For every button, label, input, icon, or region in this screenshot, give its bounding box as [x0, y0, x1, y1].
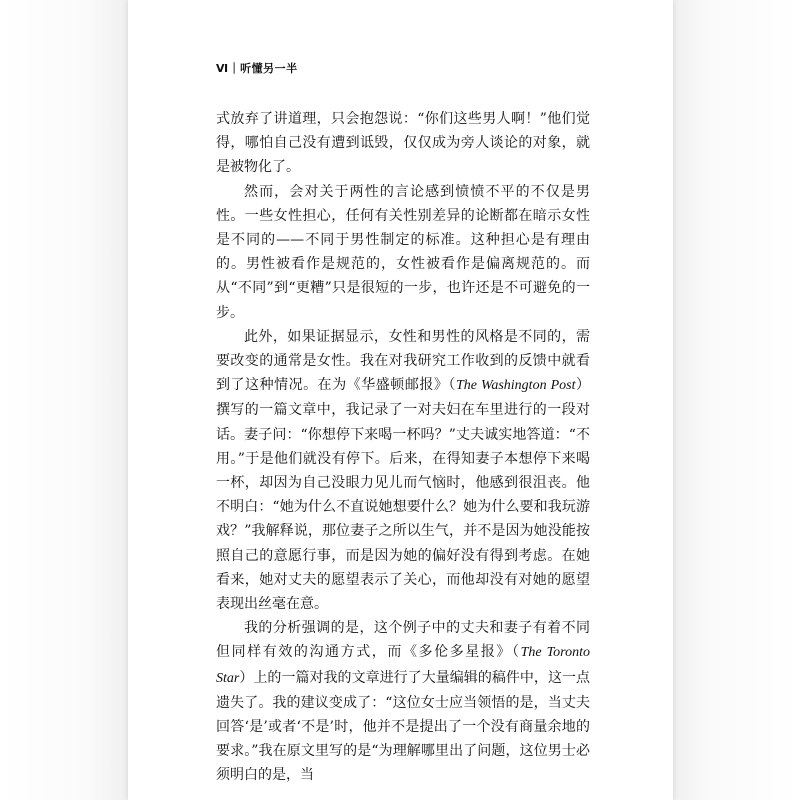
body-text [216, 107, 590, 788]
italic-title: The Toronto Star [216, 645, 590, 686]
paragraph [216, 107, 590, 180]
text-segment: ）撰写的一篇文章中，我记录了一对夫妇在车里进行的一段对话。妻子问：“你想停下来喝一杯吗？”丈夫诚实地答道：“不用。”于是他们就没有停下。后来，在得知妻子本想停下来喝一杯，却因为自己没眼力见儿而气恼时，他感到很沮丧。他不明白：“她为什么不直说她想要什么？她为什么要和我玩游戏？”我解释说，那位妻子之所以生气，并不是因为她没能按照自己的意愿行事，而是因为她的偏好没有得到考虑。在她看来，她对丈夫的愿望表示了关心，而他却没有对她的愿望表现出丝毫在意。 [216, 377, 591, 613]
running-header: Ⅵ｜听懂另一半 [216, 62, 298, 75]
italic-title: The Washington Post [455, 378, 576, 394]
text-segment: ）上的一篇对我的文章进行了大量编辑的稿件中，这一点遗失了。我的建议变成了：“这位女士应当领悟的是，当丈夫回答‘是’或者‘不是’时，他并不是提出了一个没有商量余地的要求。”我在原文里写的是“为理解哪里出了问题，这位男士必须明白的是，当 [216, 669, 590, 784]
text-segment: 然而，会对关于两性的言论感到愤愤不平的不仅是男性。一些女性担心，任何有关性别差异的论断都在暗示女性是不同的——不同于男性制定的标准。这种担心是有理由的。男性被看作是规范的，女性被看作是偏离规范的。而从“不同”到“更糟”只是很短的一步，也许还是不可避免的一步。 [216, 183, 590, 321]
text-segment: 式放弃了讲道理，只会抱怨说：“你们这些男人啊！”他们觉得，哪怕自己没有遭到诋毁，仅仅成为旁人谈论的对象，就是被物化了。 [216, 111, 590, 176]
text-segment: 此外，如果证据显示，女性和男性的风格是不同的，需要改变的通常是女性。我在对我研究工作收到的反馈中就看到了这种情况。在为《华盛顿邮报》（ [216, 328, 590, 394]
paragraph [216, 180, 590, 325]
text-segment: 我的分析强调的是，这个例子中的丈夫和妻子有着不同但同样有效的沟通方式，而《多伦多星报》（ [216, 620, 590, 661]
background-left [0, 0, 128, 800]
paragraph [216, 616, 590, 787]
book-page [128, 0, 673, 800]
background-right [672, 0, 800, 800]
paragraph [216, 325, 590, 616]
